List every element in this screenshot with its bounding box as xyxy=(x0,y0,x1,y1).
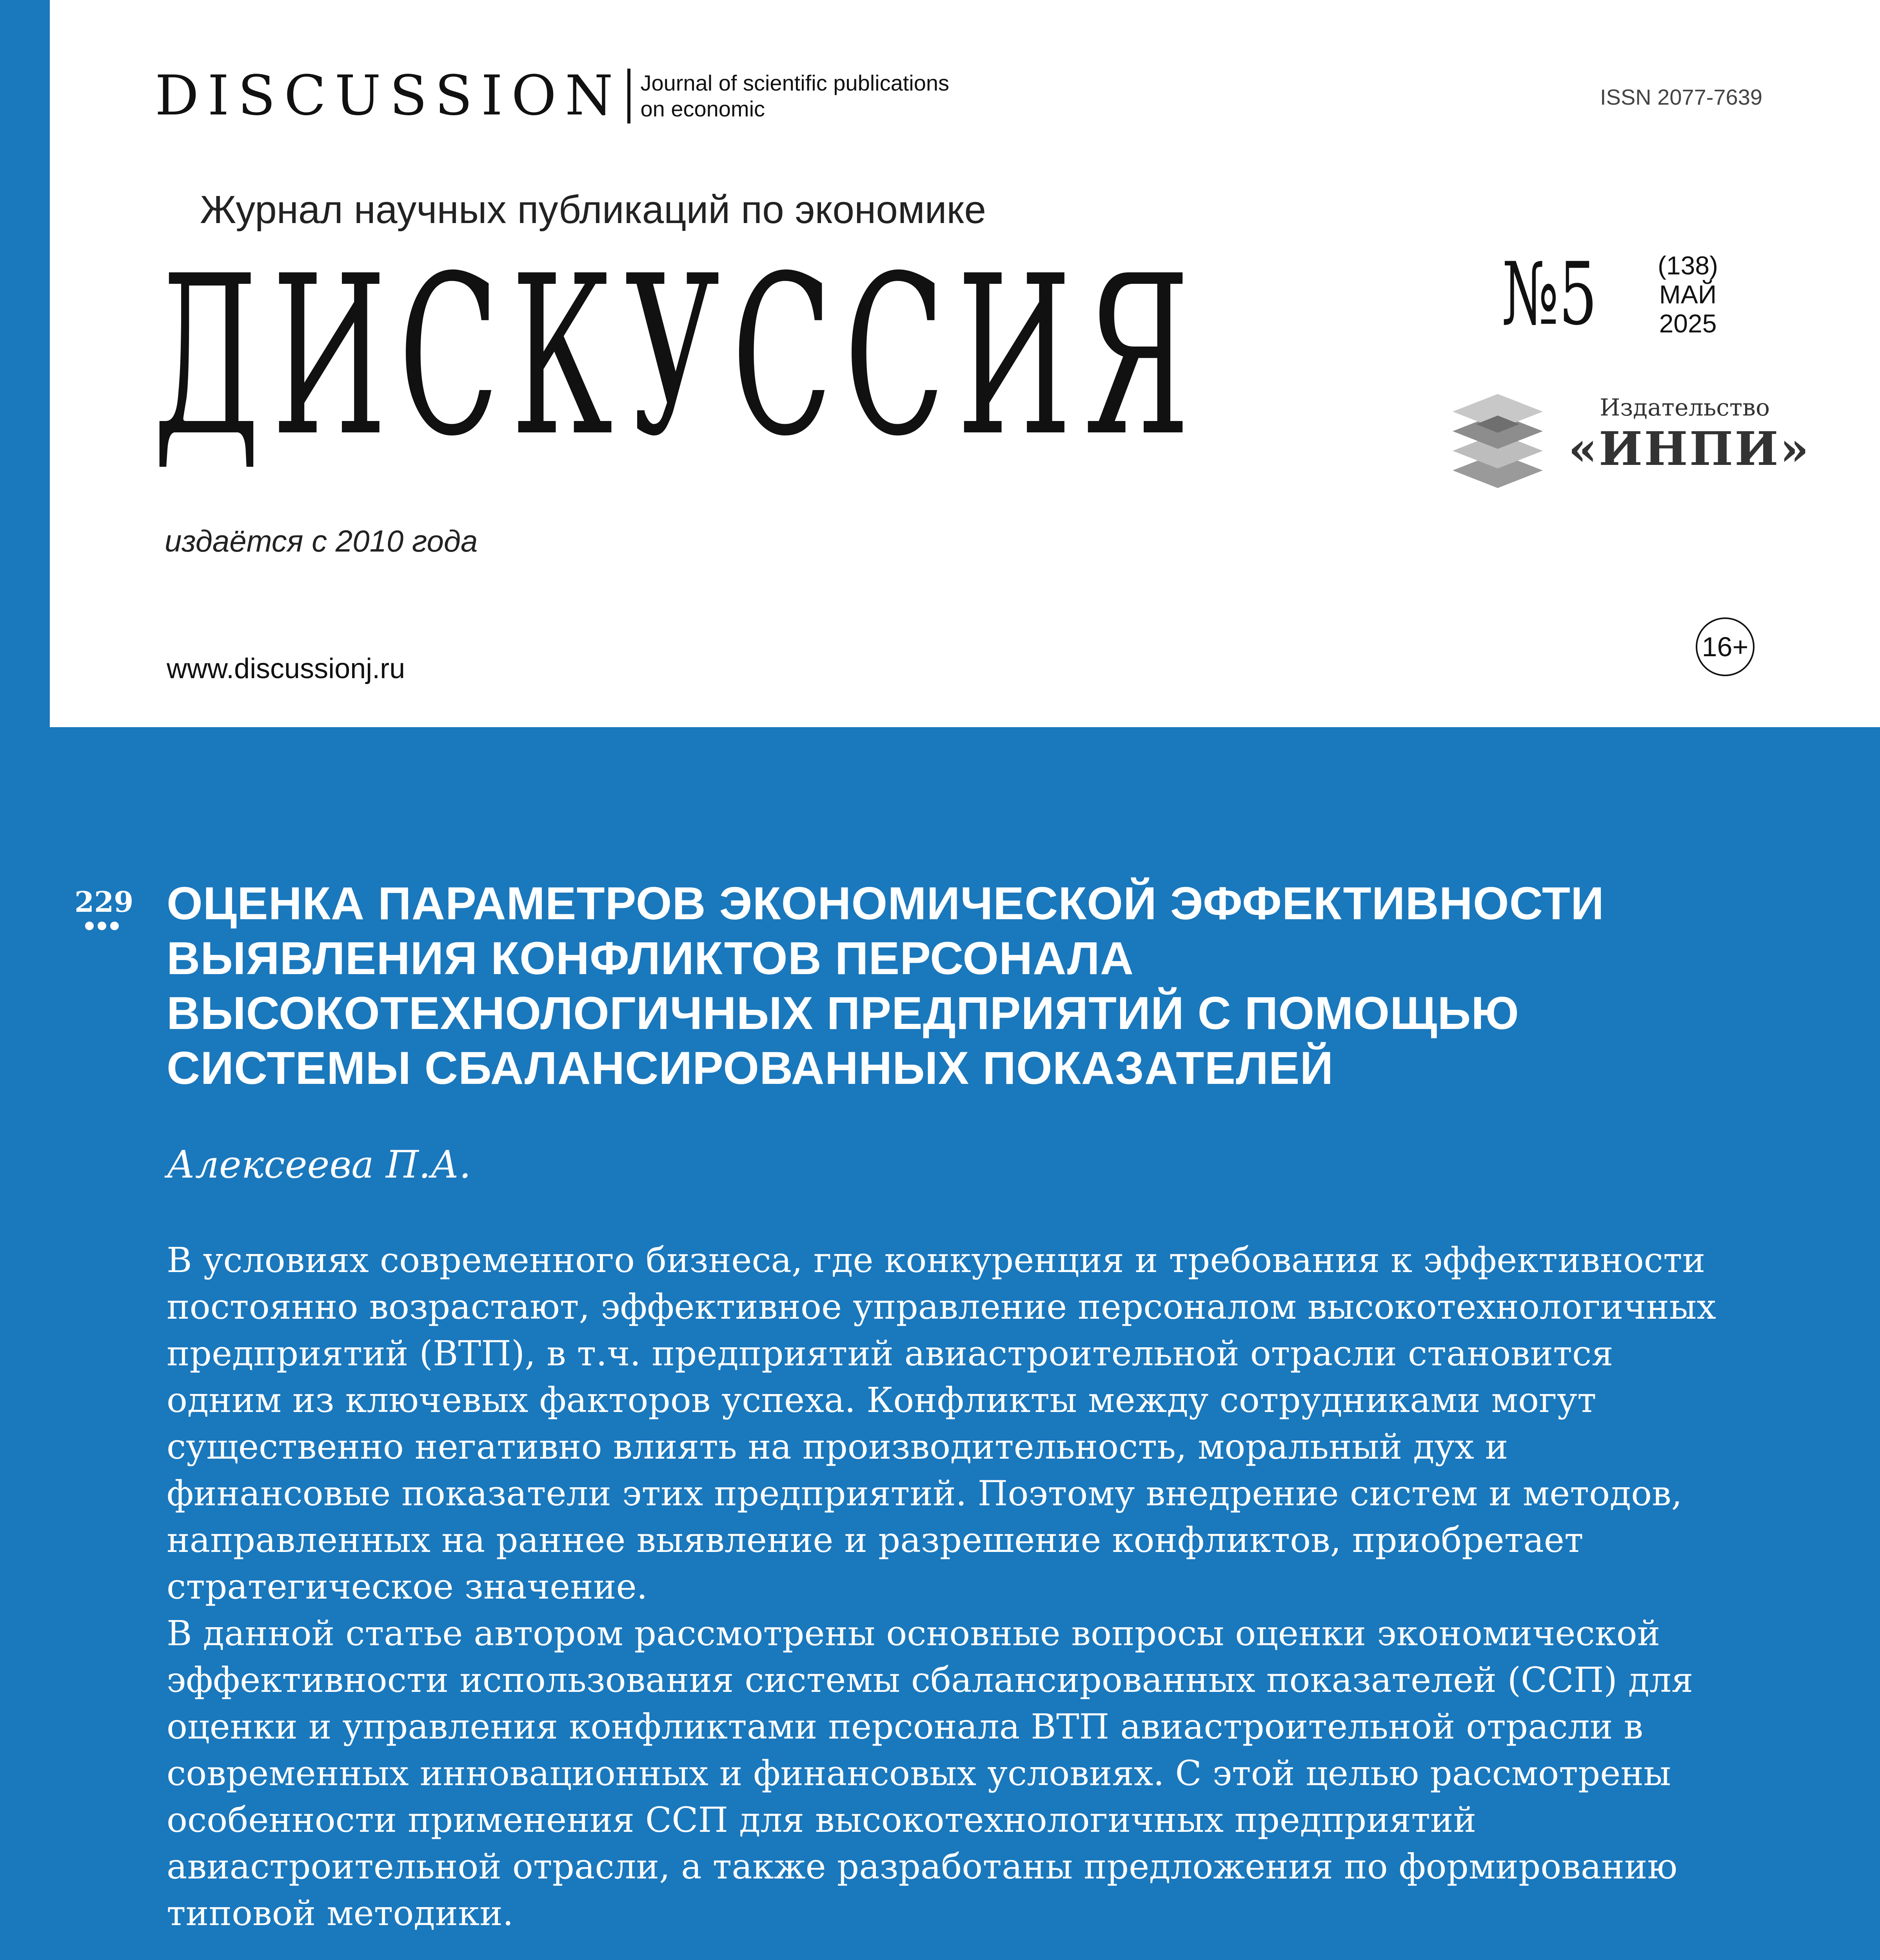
featured-article-authors: Алексеева П.А. xyxy=(167,1143,471,1187)
subtitle-ru: Журнал научных публикаций по экономике xyxy=(200,188,986,232)
issue-number: №5 xyxy=(1502,244,1597,344)
publisher-name: «ИНПИ» xyxy=(1568,421,1811,476)
page-dots xyxy=(74,922,129,930)
issue-total: (138) xyxy=(1657,251,1718,280)
publisher-label: Издательство xyxy=(1600,394,1770,421)
brand-name: DISCUSSION xyxy=(155,64,622,128)
issue-meta xyxy=(1623,251,1753,338)
abstract-paragraph-2: В данной статье автором рассмотрены основные вопросы оценки экономической эффективности использования системы сбалансированных показателей (ССП) для оценки и управления конфликтами персонала ВТП авиастроительной отрасли в современных инновационных и финансовых условиях. С этой целью рассмотрены особенности применения ССП для высокотехнологичных предприятий авиастроительной отрасли, а также разработаны предложения по формированию типовой методики. xyxy=(167,1613,1693,1933)
brand-subtitle-line2: on economic xyxy=(640,96,765,121)
left-accent-strip xyxy=(0,0,50,727)
abstract-paragraph-1: В условиях современного бизнеса, где конкуренция и требования к эффективности постоянно возрастают, эффективное управление персоналом высокотехнологичных предприятий (ВТП), в т.ч. предприятий авиастроительной отрасли становится одним из ключевых факторов успеха. Конфликты между сотрудниками могут существенно негативно влиять на производительность, моральный дух и финансовые показатели этих предприятий. Поэтому внедрение систем и методов, направленных на раннее выявление и разрешение конфликтов, приобретает стратегическое значение. xyxy=(167,1240,1716,1607)
publisher-logo-icon xyxy=(1451,382,1545,492)
issn: ISSN 2077-7639 xyxy=(1600,85,1762,109)
age-rating: 16+ xyxy=(1702,632,1749,662)
featured-page-marker xyxy=(74,885,134,930)
journal-brand xyxy=(155,64,950,128)
issue-month: МАЙ xyxy=(1659,280,1717,309)
since-text: издаётся с 2010 года xyxy=(165,524,478,558)
featured-page-number: 229 xyxy=(74,885,134,918)
cover-content xyxy=(0,727,1880,1960)
journal-title: ДИСКУССИЯ xyxy=(153,229,1202,485)
brand-subtitle xyxy=(641,70,950,122)
issue-year: 2025 xyxy=(1659,309,1717,338)
featured-abstract xyxy=(167,1237,1735,1936)
brand-subtitle-line1: Journal of scientific publications xyxy=(640,71,950,95)
website-link[interactable]: www.discussionj.ru xyxy=(167,653,405,684)
featured-article-title[interactable]: ОЦЕНКА ПАРАМЕТРОВ ЭКОНОМИЧЕСКОЙ ЭФФЕКТИВНОСТИ ВЫЯВЛЕНИЯ КОНФЛИКТОВ ПЕРСОНАЛА ВЫСОКОТЕХНОЛОГИЧНЫХ ПРЕДПРИЯТИЙ С ПОМОЩЬЮ СИСТЕМЫ СБАЛАНСИРОВАННЫХ ПОКАЗАТЕЛЕЙ xyxy=(167,878,1604,1094)
age-rating-badge xyxy=(1696,617,1755,676)
brand-divider xyxy=(627,69,630,123)
